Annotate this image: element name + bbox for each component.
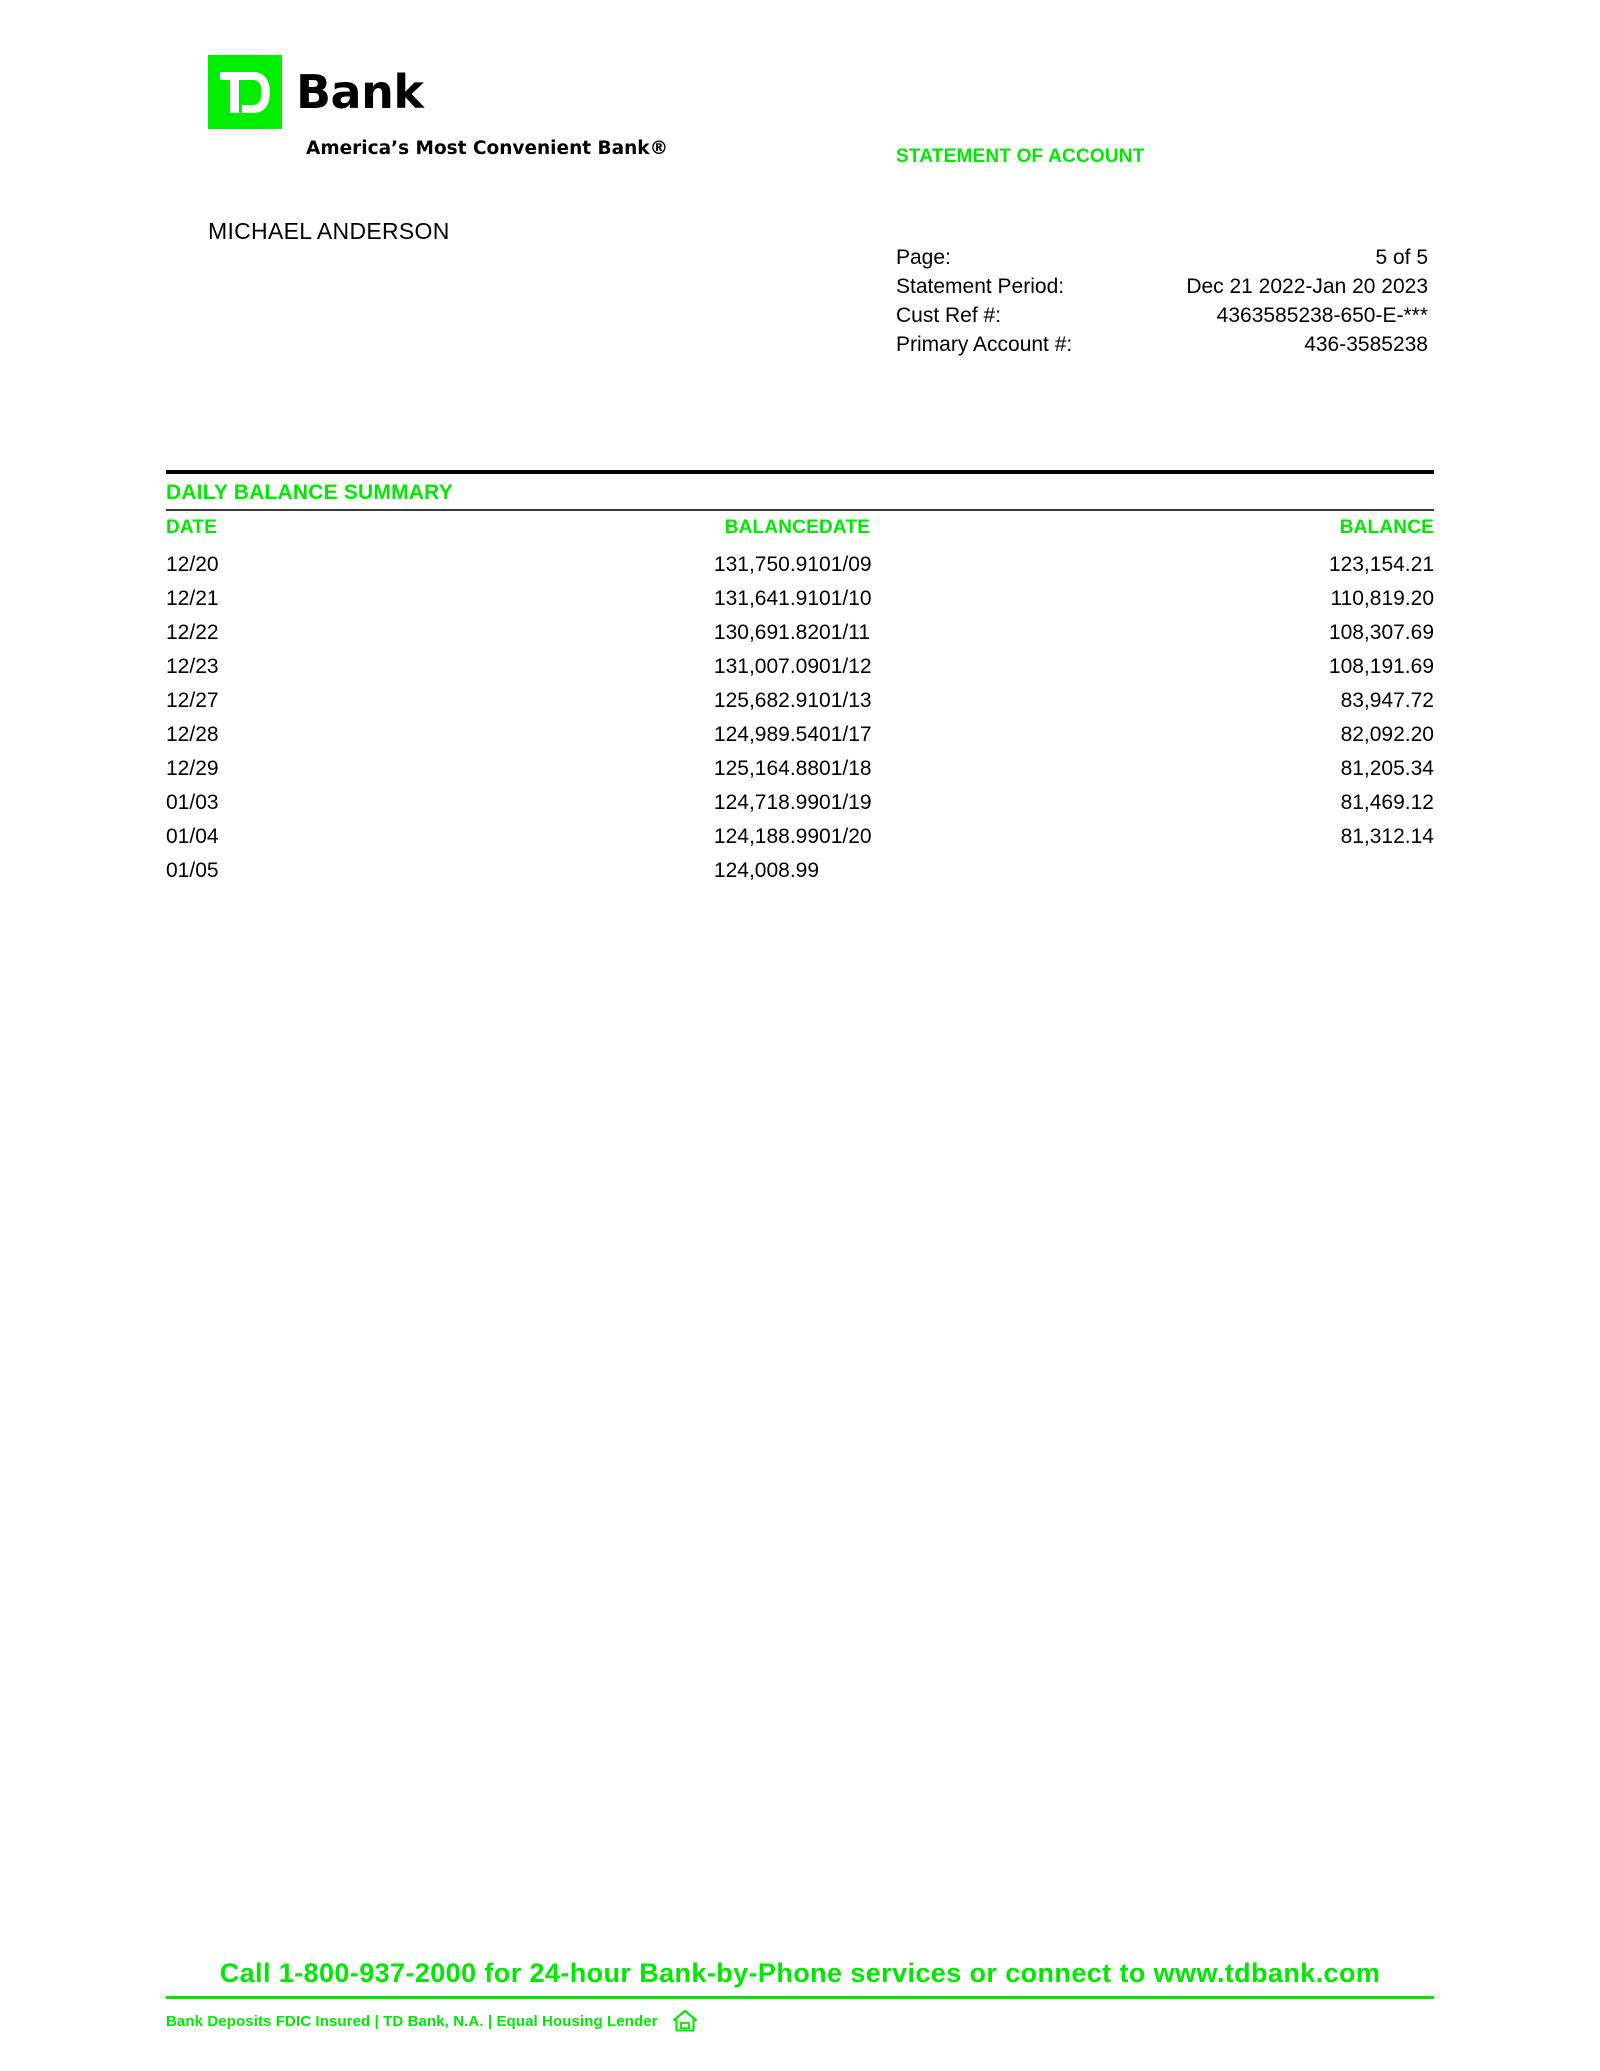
meta-value-statement-period: Dec 21 2022-Jan 20 2023	[1186, 275, 1428, 298]
meta-row	[896, 301, 1428, 330]
cell-balance-left: 124,008.99	[713, 859, 820, 882]
meta-value-primary-account: 436-3585238	[1304, 333, 1428, 356]
table-row	[166, 854, 1434, 888]
cell-date-left: 12/28	[166, 723, 219, 746]
brand-name: Bank	[296, 65, 424, 119]
td-logo-icon	[208, 55, 282, 129]
meta-label-primary-account: Primary Account #:	[896, 333, 1073, 356]
daily-balance-table	[166, 517, 1434, 888]
brand-tagline: America’s Most Convenient Bank®	[306, 138, 669, 159]
cell-date-left: 01/05	[166, 859, 219, 882]
cell-date-right: 01/20	[819, 825, 872, 848]
cell-date-left: 01/03	[166, 791, 219, 814]
cell-date-left: 12/20	[166, 553, 219, 576]
meta-label-cust-ref: Cust Ref #:	[896, 304, 1002, 327]
meta-label-statement-period: Statement Period:	[896, 275, 1065, 298]
meta-value-cust-ref: 4363585238-650-E-***	[1216, 304, 1428, 327]
cell-balance-left: 131,750.91	[713, 553, 820, 576]
cell-date-right	[819, 854, 1155, 888]
table-row	[166, 786, 1434, 820]
table-row	[166, 616, 1434, 650]
footer-legal-row	[166, 1999, 1434, 2033]
cell-date-right: 01/13	[819, 689, 872, 712]
cell-balance-left: 130,691.82	[713, 621, 820, 644]
table-row	[166, 820, 1434, 854]
table-row	[166, 582, 1434, 616]
td-bank-logo	[208, 55, 668, 159]
cell-date-left: 12/21	[166, 587, 219, 610]
cell-date-right: 01/12	[819, 655, 872, 678]
cell-balance-right: 123,154.21	[1328, 553, 1434, 576]
cell-balance-right: 108,307.69	[1328, 621, 1434, 644]
meta-row	[896, 243, 1428, 272]
cell-balance-right: 81,205.34	[1340, 757, 1434, 780]
table-row	[166, 752, 1434, 786]
column-header-date-right: DATE	[819, 517, 871, 538]
cell-balance-left: 125,164.88	[713, 757, 820, 780]
section-bottom-rule	[166, 509, 1434, 511]
cell-balance-right: 82,092.20	[1340, 723, 1434, 746]
logo-row	[208, 55, 668, 129]
table-row	[166, 684, 1434, 718]
meta-value-page: 5 of 5	[1375, 246, 1428, 269]
page-header	[0, 0, 1600, 370]
meta-row	[896, 330, 1428, 359]
statement-title: STATEMENT OF ACCOUNT	[896, 146, 1145, 167]
cell-balance-right: 81,312.14	[1340, 825, 1434, 848]
cell-date-right: 01/11	[819, 621, 871, 644]
cell-date-right: 01/19	[819, 791, 872, 814]
equal-housing-lender-icon	[672, 2009, 698, 2033]
table-row	[166, 650, 1434, 684]
cell-balance-right	[1155, 854, 1434, 888]
column-header-balance-left: BALANCE	[724, 517, 820, 538]
table-header-row	[166, 517, 1434, 548]
cell-balance-left: 124,718.99	[713, 791, 820, 814]
cell-balance-left: 124,188.99	[713, 825, 820, 848]
section-title: DAILY BALANCE SUMMARY	[166, 481, 453, 504]
footer-call-line: Call 1-800-937-2000 for 24-hour Bank-by-Phone services or connect to www.tdbank.com	[219, 1958, 1381, 1988]
cell-balance-right: 108,191.69	[1328, 655, 1434, 678]
cell-balance-left: 131,641.91	[713, 587, 820, 610]
daily-balance-table-body	[166, 548, 1434, 888]
page-footer	[166, 1958, 1434, 2033]
meta-row	[896, 272, 1428, 301]
cell-date-right: 01/09	[819, 553, 872, 576]
cell-date-left: 12/23	[166, 655, 219, 678]
statement-meta-table	[896, 243, 1428, 359]
cell-balance-right: 83,947.72	[1340, 689, 1434, 712]
table-row	[166, 548, 1434, 582]
customer-name: MICHAEL ANDERSON	[208, 218, 450, 244]
cell-date-left: 12/29	[166, 757, 219, 780]
cell-date-right: 01/18	[819, 757, 872, 780]
meta-label-page: Page:	[896, 246, 951, 269]
column-header-date-left: DATE	[166, 517, 218, 538]
cell-date-left: 12/27	[166, 689, 219, 712]
cell-date-left: 01/04	[166, 825, 219, 848]
cell-date-right: 01/10	[819, 587, 872, 610]
cell-date-right: 01/17	[819, 723, 872, 746]
cell-balance-left: 131,007.09	[713, 655, 820, 678]
cell-balance-left: 124,989.54	[713, 723, 820, 746]
footer-legal-text: Bank Deposits FDIC Insured | TD Bank, N.A. | Equal Housing Lender	[166, 2012, 658, 2030]
cell-balance-right: 81,469.12	[1340, 791, 1434, 814]
daily-balance-summary-section	[166, 470, 1434, 888]
table-row	[166, 718, 1434, 752]
cell-balance-right: 110,819.20	[1330, 587, 1434, 610]
cell-date-left: 12/22	[166, 621, 219, 644]
column-header-balance-right: BALANCE	[1339, 517, 1434, 538]
cell-balance-left: 125,682.91	[713, 689, 820, 712]
